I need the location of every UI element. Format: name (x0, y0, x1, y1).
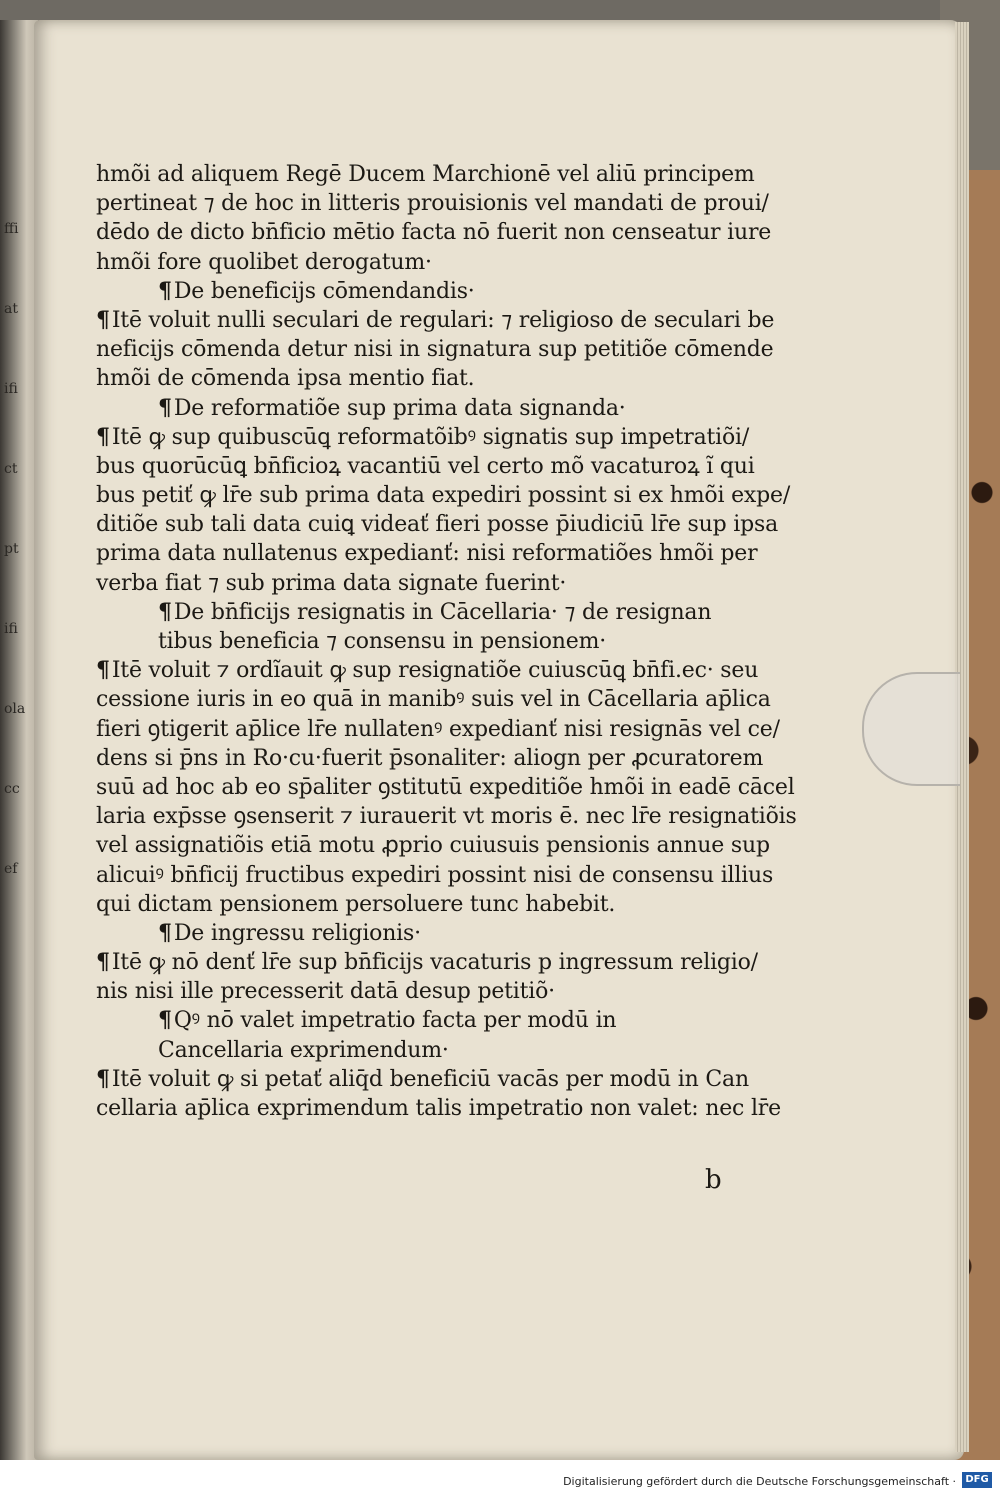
facing-page-text: ifi (4, 621, 18, 637)
facing-page-text: ola (4, 701, 26, 717)
page-text (96, 160, 797, 1123)
text-line (96, 977, 736, 1006)
text-line (96, 1036, 736, 1065)
text-line-content: Itē voluit ⁊ ordĩauit ꝙ sup resignatiõe cuiuscūꝗ bn̄fi.ec· seu (111, 658, 759, 684)
facing-page-text: pt (4, 541, 19, 557)
text-line-content: vel assignatiõis etiā motu ꝓprio cuiusuis pensionis annue sup (96, 833, 770, 859)
text-line (96, 656, 759, 685)
text-line-content: hmõi de cōmenda ipsa mentio fiat. (96, 366, 475, 392)
text-line (96, 1065, 749, 1094)
paragraph-mark-icon: ¶ (158, 1007, 172, 1034)
page-clip (862, 672, 960, 786)
text-line (96, 890, 736, 919)
text-line-content: De ingressu religionis· (173, 920, 421, 946)
facing-page-text: cc (4, 781, 20, 797)
facing-page-fragment (0, 20, 38, 1460)
text-line (96, 569, 736, 598)
text-line-content: De reformatiõe sup prima data signanda· (173, 395, 626, 421)
text-line (96, 306, 775, 335)
text-line (96, 919, 736, 948)
footer-credit: Digitalisierung gefördert durch die Deutsche Forschungsgemeinschaft · (563, 1475, 956, 1488)
facing-page-text: ef (4, 861, 18, 877)
text-line (96, 218, 772, 247)
text-line (96, 189, 769, 218)
text-line (96, 510, 778, 539)
facing-page-text: ifi (4, 381, 18, 397)
text-line-content: prima data nullatenus expedianť: nisi reformatiões hmõi per (96, 541, 758, 567)
text-line-content: ditiõe sub tali data cuiꝗ videať fieri posse p̄iudiciū lr̄e sup ipsa (96, 512, 778, 538)
text-line (96, 598, 736, 627)
text-line (96, 248, 736, 277)
paragraph-mark-icon: ¶ (158, 919, 172, 946)
text-line (96, 160, 755, 189)
text-line-content: pertineat ⁊ de hoc in litteris prouisionis vel mandati de proui/ (96, 191, 769, 217)
text-line-content: De beneficijs cōmendandis· (173, 278, 475, 304)
text-line-content: Itē ꝙ sup quibuscūꝗ reformatõibꝰ signatis sup impetratiõi/ (111, 424, 750, 450)
paragraph-mark-icon: ¶ (96, 1065, 110, 1092)
text-line (96, 277, 736, 306)
text-line-content: cellaria ap̄lica exprimendum talis impetratio non valet: nec lr̄e (96, 1096, 781, 1121)
dfg-logo: DFG (962, 1472, 992, 1488)
text-line-content: tibus beneficia ⁊ consensu in pensionem· (158, 629, 607, 654)
paragraph-mark-icon: ¶ (96, 657, 110, 684)
paragraph-mark-icon: ¶ (158, 394, 172, 421)
text-line-content: qui dictam pensionem persoluere tunc habebit. (96, 891, 616, 917)
text-line (96, 539, 758, 568)
text-line-content: bus quorūcūꝗ bn̄ficioꝝ vacantiū vel certo mõ vacaturoꝝ ĩ qui (96, 453, 755, 479)
text-line (96, 744, 764, 773)
facing-page-text: ct (4, 461, 18, 477)
text-line (96, 831, 770, 860)
text-line-content: verba fiat ⁊ sub prima data signate fuerint· (96, 570, 567, 596)
text-line (96, 423, 750, 452)
text-line-content: Itē ꝙ nō denť lr̄e sup bn̄ficijs vacaturis p ingressum religio/ (111, 950, 758, 976)
text-line-content: Qꝰ nō valet impetratio facta per modū in (173, 1008, 617, 1034)
text-line-content: neficijs cōmenda detur nisi in signatura sup petitiõe cōmende (96, 337, 774, 363)
text-line (96, 861, 774, 890)
facing-page-edge (0, 20, 38, 1460)
text-line-content: Cancellaria exprimendum· (158, 1037, 449, 1063)
text-line (96, 452, 755, 481)
text-line (96, 1006, 736, 1035)
facing-page-text: at (4, 301, 18, 317)
text-line (96, 481, 791, 510)
text-line (96, 948, 758, 977)
text-line (96, 364, 736, 393)
text-line-content: hmõi fore quolibet derogatum· (96, 249, 432, 275)
text-line-content: cessione iuris in eo quā in manibꝰ suis vel in Cācellaria ap̄lica (96, 687, 771, 713)
text-line (96, 394, 736, 423)
text-line-content: hmõi ad aliquem Regē Ducem Marchionē vel aliū principem (96, 162, 755, 187)
text-line-content: De bn̄ficijs resignatis in Cācellaria· ⁊ de resignan (173, 599, 712, 625)
text-line-content: laria exp̄sse ꝯsenserit ⁊ iurauerit vt moris ē. nec lr̄e resignatiõis (96, 804, 797, 830)
text-line (96, 335, 774, 364)
text-line-content: bus petiť ꝙ lr̄e sub prima data expediri possint si ex hmõi expe/ (96, 483, 791, 509)
text-line (96, 1094, 781, 1123)
paragraph-mark-icon: ¶ (158, 277, 172, 304)
text-line (96, 685, 771, 714)
text-line (96, 715, 780, 744)
text-line-content: dens si p̄ns in Ro·cu·fuerit p̄sonaliter: aliogn per ꝓcuratorem (96, 745, 764, 771)
signature-mark: b (705, 1165, 722, 1195)
text-line-content: Itē voluit nulli seculari de regulari: ⁊ religioso de seculari be (111, 307, 775, 333)
text-line-content: suū ad hoc ab eo sp̄aliter ꝯstitutū expeditiõe hmõi in eadē cācel (96, 774, 795, 800)
text-line (96, 627, 736, 656)
paragraph-mark-icon: ¶ (96, 949, 110, 976)
facing-page-text: ffi (4, 221, 19, 237)
text-line-content: fieri ꝯtigerit ap̄lice lr̄e nullatenꝰ expedianť nisi resignās vel ce/ (96, 716, 780, 742)
text-line-content: alicuiꝰ bn̄ficij fructibus expediri possint nisi de consensu illius (96, 862, 774, 888)
paragraph-mark-icon: ¶ (96, 423, 110, 450)
text-line-content: Itē voluit ꝙ si petať aliq̄d beneficiū vacās per modū in Can (111, 1066, 749, 1092)
text-line (96, 802, 797, 831)
text-line (96, 773, 795, 802)
paragraph-mark-icon: ¶ (158, 598, 172, 625)
text-line-content: dēdo de dicto bn̄ficio mētio facta nō fuerit non censeatur iure (96, 220, 772, 246)
paragraph-mark-icon: ¶ (96, 306, 110, 333)
text-line-content: nis nisi ille precesserit datā desup petitiõ· (96, 979, 555, 1005)
